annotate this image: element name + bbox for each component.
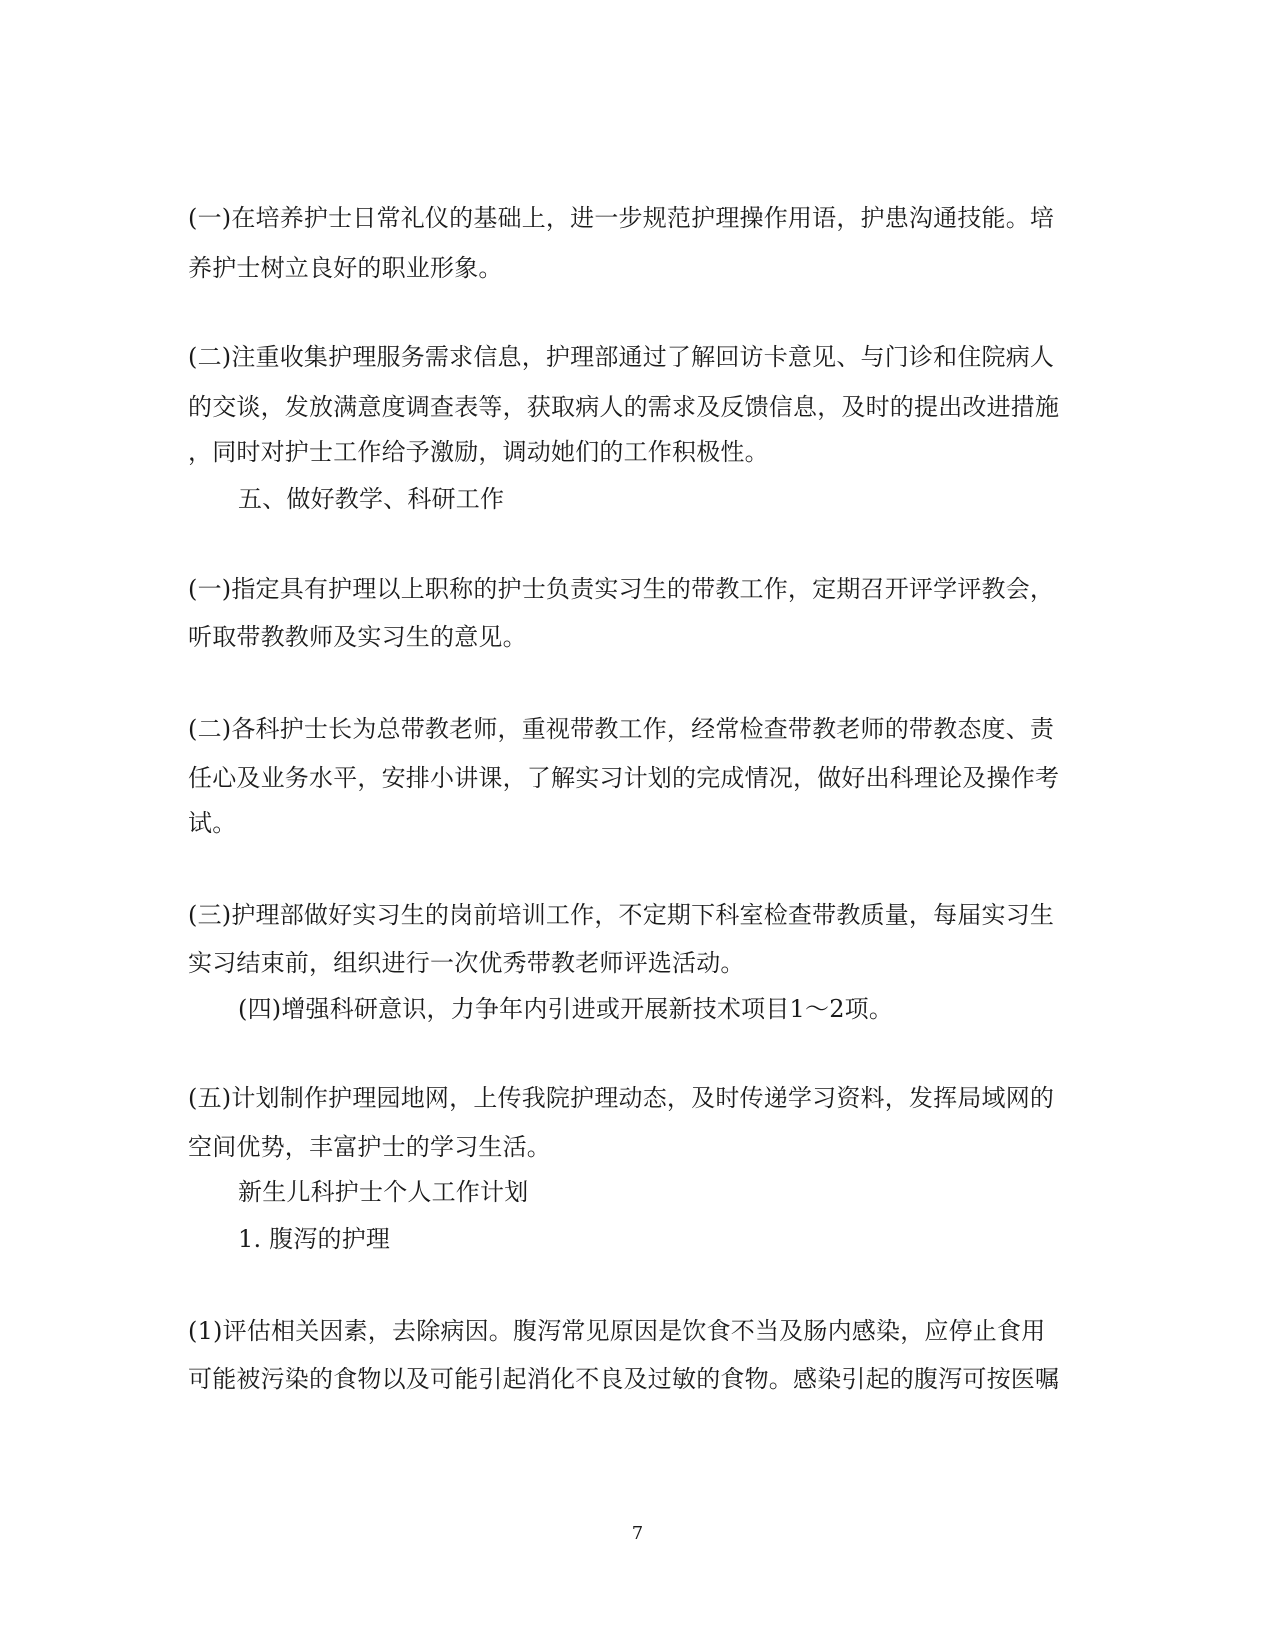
text-line: (一)在培养护士日常礼仪的基础上，进一步规范护理操作用语，护患沟通技能。培 [188, 204, 1055, 232]
text-line: 试。 [188, 809, 237, 837]
page-number: 7 [631, 1523, 644, 1544]
text-line: 空间优势，丰富护士的学习生活。 [188, 1133, 551, 1161]
text-line: (三)护理部做好实习生的岗前培训工作，不定期下科室检查带教质量，每届实习生 [188, 901, 1055, 929]
text-line: (二)各科护士长为总带教老师，重视带教工作，经常检查带教老师的带教态度、责 [188, 715, 1055, 743]
section-heading: 新生儿科护士个人工作计划 [238, 1178, 529, 1206]
text-line: 养护士树立良好的职业形象。 [188, 254, 503, 282]
text-line: 任心及业务水平，安排小讲课，了解实习计划的完成情况，做好出科理论及操作考 [188, 764, 1060, 792]
text-line: 的交谈，发放满意度调查表等，获取病人的需求及反馈信息，及时的提出改进措施 [188, 393, 1060, 421]
text-line: (一)指定具有护理以上职称的护士负责实习生的带教工作，定期召开评学评教会， [188, 575, 1055, 603]
text-line: 可能被污染的食物以及可能引起消化不良及过敏的食物。感染引起的腹泻可按医嘱 [188, 1365, 1060, 1393]
text-line: 听取带教教师及实习生的意见。 [188, 623, 527, 651]
text-line: ，同时对护士工作给予激励，调动她们的工作积极性。 [188, 438, 769, 466]
text-line: (1)评估相关因素，去除病因。腹泻常见原因是饮食不当及肠内感染，应停止食用 [188, 1317, 1046, 1345]
text-line: (二)注重收集护理服务需求信息，护理部通过了解回访卡意见、与门诊和住院病人 [188, 343, 1055, 371]
text-line: (五)计划制作护理园地网，上传我院护理动态，及时传递学习资料，发挥局域网的 [188, 1084, 1055, 1112]
text-line: (四)增强科研意识，力争年内引进或开展新技术项目1～2项。 [238, 995, 894, 1023]
section-heading: 五、做好教学、科研工作 [238, 485, 505, 513]
text-line: 实习结束前，组织进行一次优秀带教老师评选活动。 [188, 949, 745, 977]
subsection-heading: 1. 腹泻的护理 [238, 1225, 391, 1253]
